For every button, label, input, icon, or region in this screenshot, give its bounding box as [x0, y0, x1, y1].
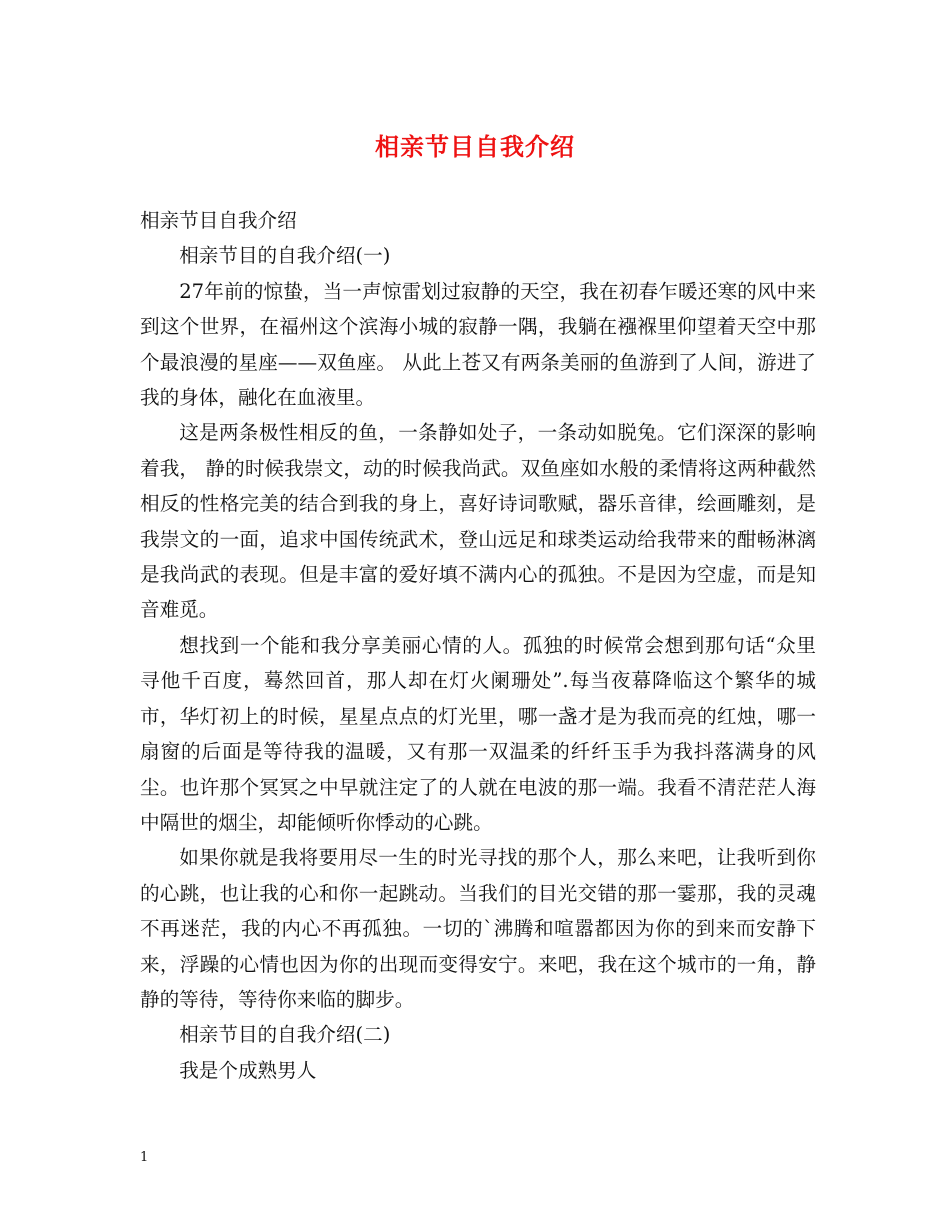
paragraph: 如果你就是我将要用尽一生的时光寻找的那个人，那么来吧，让我听到你的心跳，也让我的心和你一起跳动。当我们的目光交错的那一霎那，我的灵魂不再迷茫，我的内心不再孤独。一切的`沸腾和喧嚣都因为你的到来而安静下来，浮躁的心情也因为你的出现而变得安宁。来吧，我在这个城市的一角，静静的等待，等待你来临的脚步。	[140, 846, 816, 1011]
paragraph: 这是两条极性相反的鱼，一条静如处子，一条动如脱兔。它们深深的影响着我， 静的时候我崇文，动的时候我尚武。双鱼座如水般的柔情将这两种截然相反的性格完美的结合到我的身上，喜好诗词歌赋，器乐音律，绘画雕刻，是我崇文的一面，追求中国传统武术，登山远足和球类运动给我带来的酣畅淋漓是我尚武的表现。但是丰富的爱好填不满内心的孤独。不是因为空虚，而是知音难觅。	[140, 421, 816, 622]
paragraph: 想找到一个能和我分享美丽心情的人。孤独的时候常会想到那句话“众里寻他千百度，蓦然回首，那人却在灯火阑珊处”.每当夜幕降临这个繁华的城市，华灯初上的时候，星星点点的灯光里，哪一盏才是为我而亮的红烛，哪一扇窗的后面是等待我的温暖，又有那一双温柔的纤纤玉手为我抖落满身的风尘。也许那个冥冥之中早就注定了的人就在电波的那一端。我看不清茫茫人海中隔世的烟尘，却能倾听你悸动的心跳。	[140, 633, 816, 834]
document-body	[140, 203, 816, 1088]
paragraph: 我是个成熟男人	[179, 1058, 317, 1082]
page-number: 1	[140, 1150, 149, 1165]
paragraph: 相亲节目自我介绍	[140, 209, 297, 232]
paragraph: 相亲节目的自我介绍(二)	[179, 1023, 391, 1047]
document-title: 相亲节目自我介绍	[375, 132, 575, 161]
paragraph: 相亲节目的自我介绍(一)	[179, 244, 391, 268]
paragraph: 27年前的惊蛰，当一声惊雷划过寂静的天空，我在初春乍暖还寒的风中来到这个世界，在福州这个滨海小城的寂静一隅，我躺在襁褓里仰望着天空中那个最浪漫的星座——双鱼座。 从此上苍又有两条美丽的鱼游到了人间，游进了我的身体，融化在血液里。	[140, 279, 816, 410]
